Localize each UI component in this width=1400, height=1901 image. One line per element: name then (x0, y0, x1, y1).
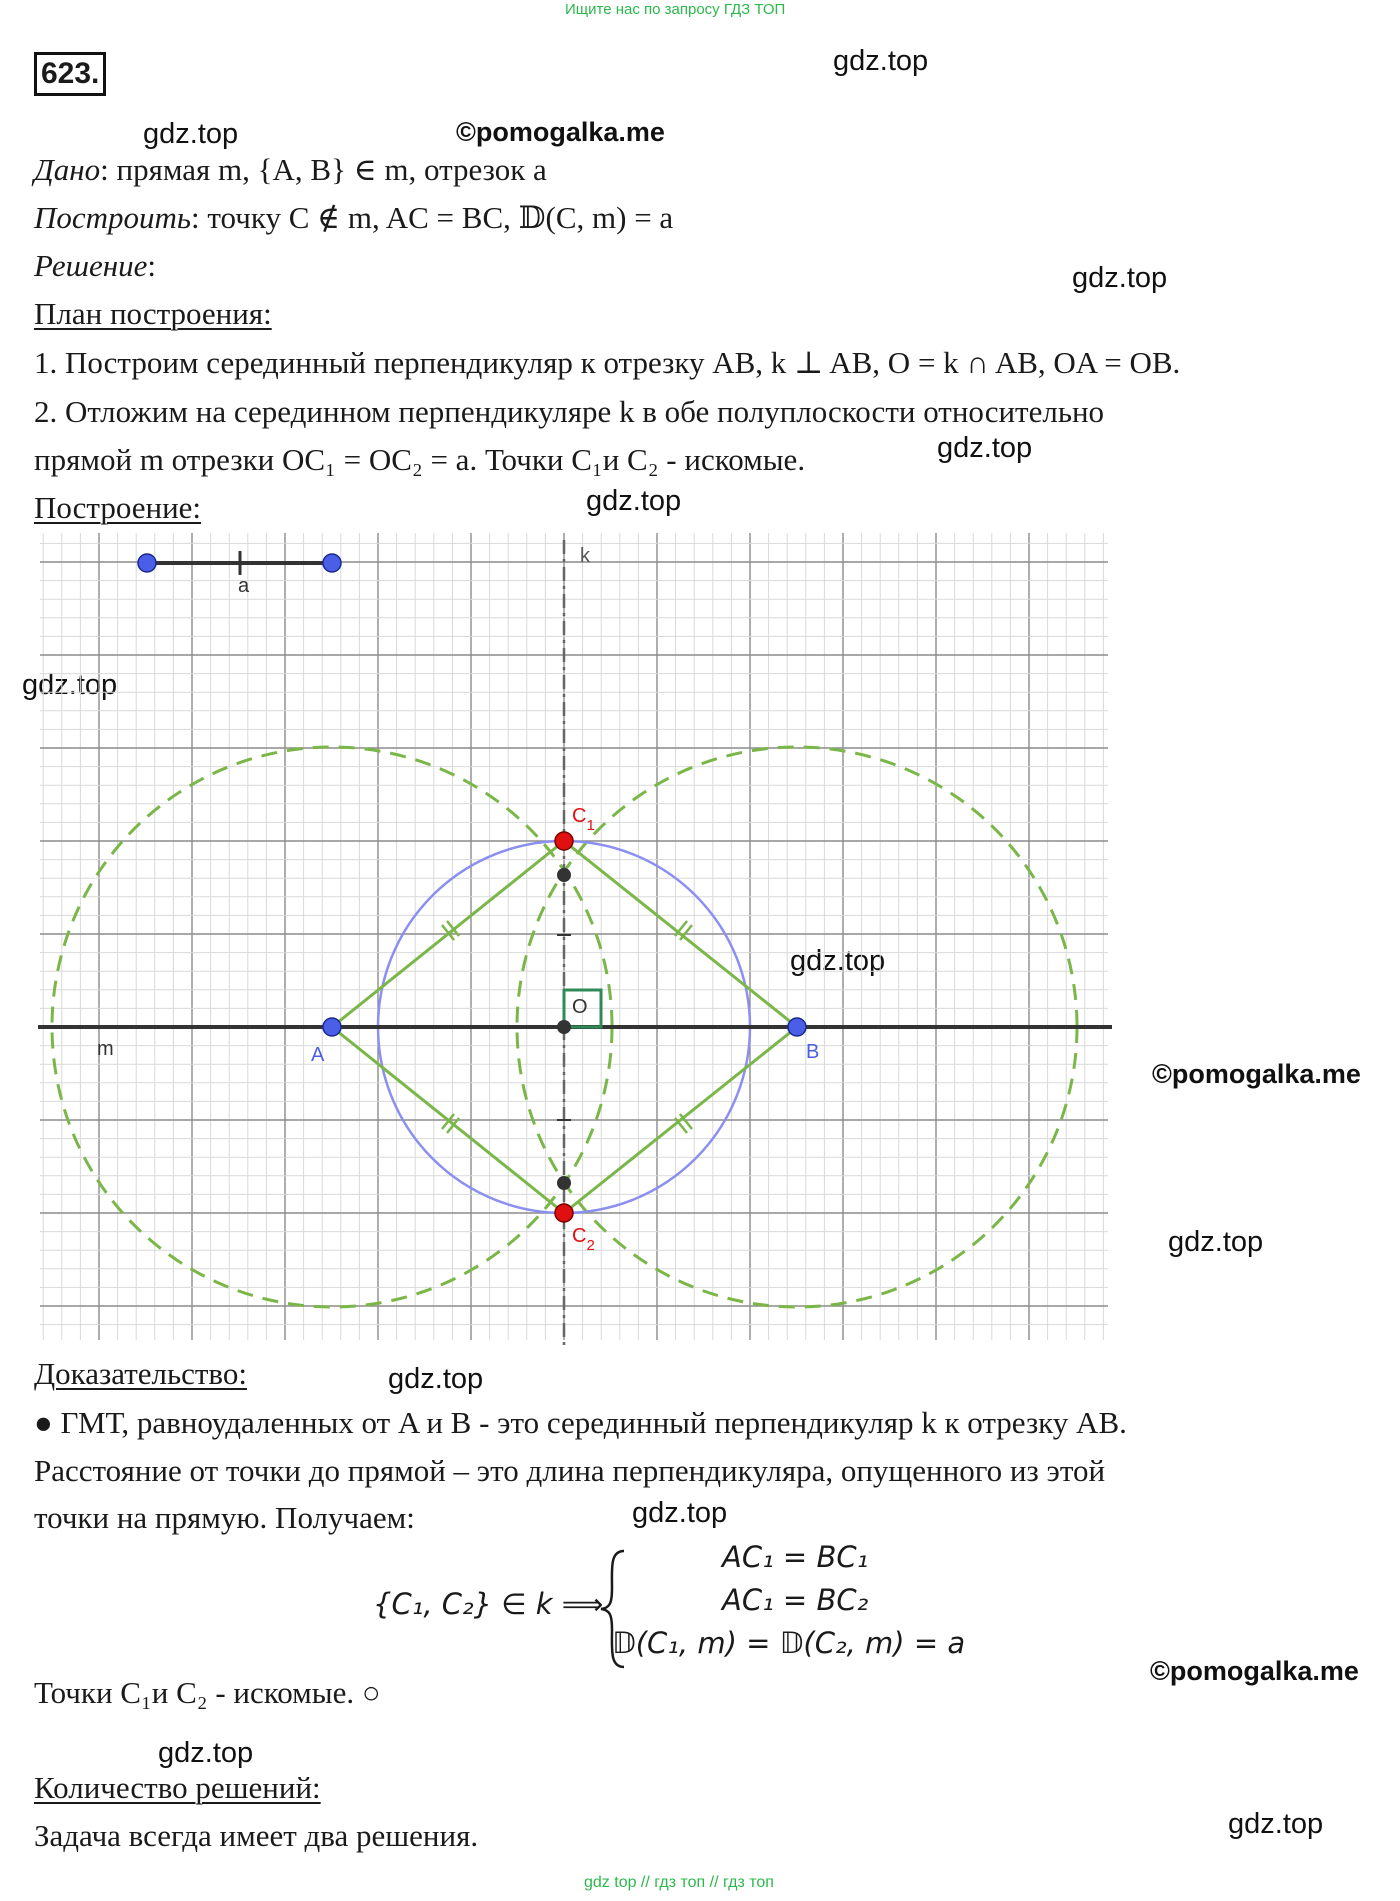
label-point-b: B (806, 1041, 820, 1063)
point-o (557, 1020, 571, 1034)
watermark-gdz: gdz.top (1072, 262, 1168, 294)
system-eq-3: 𝔻(C₁, m) = 𝔻(C₂, m) = a (612, 1626, 966, 1660)
system-eq-2: AC₁ = BC₂ (722, 1583, 869, 1617)
label-point-c1 (572, 805, 595, 834)
watermark-gdz: gdz.top (790, 945, 886, 977)
system-lhs: {C₁, C₂} ∈ k ⟹ (373, 1587, 604, 1621)
plan-step-2-line-2: прямой m отрезки OC₁ = OC₂ = a. Точки C₁и C₂ - искомые. (34, 442, 806, 477)
watermark-pomogalka: ©pomogalka.me (1150, 1656, 1359, 1686)
plan-heading: План построения: (34, 296, 272, 331)
point-c1 (555, 832, 573, 850)
label-point-c2 (572, 1225, 595, 1254)
system-eq-1: AC₁ = BC₁ (722, 1540, 869, 1574)
label-c: C (572, 805, 587, 827)
label-point-o: O (572, 996, 588, 1018)
label-c: C (572, 1225, 587, 1247)
count-heading: Количество решений: (34, 1770, 321, 1805)
proof-conclusion: Точки C₁и C₂ - искомые. ○ (34, 1675, 381, 1710)
plan-step-2-line-1: 2. Отложим на серединном перпендикуляре k в обе полуплоскости относительно (34, 394, 1105, 429)
segment-a-start-point (138, 554, 156, 572)
problem-number: 623. (34, 52, 106, 96)
given-text: прямая m, {A, B} ∈ m, отрезок a (116, 152, 547, 187)
proof-line-2: Расстояние от точки до прямой – это длина перпендикуляра, опущенного из этой (34, 1453, 1106, 1488)
proof-heading: Доказательство: (34, 1356, 247, 1391)
watermark-gdz: gdz.top (833, 45, 929, 77)
watermark-gdz: gdz.top (937, 432, 1033, 464)
label-k: k (580, 545, 590, 567)
point-c2 (555, 1204, 573, 1222)
intersection-point-upper (557, 868, 571, 882)
given-sep: : (100, 152, 109, 187)
watermark-gdz: gdz.top (632, 1497, 728, 1529)
point-b (788, 1018, 806, 1036)
watermark-gdz: gdz.top (586, 485, 682, 517)
solution-sep: : (147, 248, 156, 283)
watermark-gdz: gdz.top (22, 669, 118, 701)
watermark-gdz: gdz.top (1228, 1808, 1324, 1840)
watermark-gdz: gdz.top (158, 1737, 254, 1769)
footer: gdz top // гдз топ // гдз топ (584, 1874, 774, 1891)
proof-line-3: точки на прямую. Получаем: (34, 1500, 415, 1535)
label-a: a (238, 575, 250, 597)
label-point-a: A (311, 1044, 325, 1066)
construction-heading: Построение: (34, 490, 202, 525)
watermark-pomogalka: ©pomogalka.me (456, 117, 665, 147)
intersection-point-lower (557, 1176, 571, 1190)
grid (40, 533, 1108, 1340)
construct-text: точку C ∉ m, AC = BC, 𝔻(C, m) = a (207, 200, 674, 235)
watermark-gdz: gdz.top (143, 118, 239, 150)
construct-label: Построить (34, 200, 192, 235)
segment-a-end-point (323, 554, 341, 572)
given-label: Дано (34, 152, 101, 187)
plan-step-1: 1. Построим серединный перпендикуляр к отрезку AB, k ⊥ AB, O = k ∩ AB, OA = OB. (34, 345, 1181, 380)
watermark-pomogalka: ©pomogalka.me (1152, 1059, 1361, 1089)
top-banner: Ищите нас по запросу ГДЗ ТОП (565, 1, 786, 18)
point-a (323, 1018, 341, 1036)
count-text: Задача всегда имеет два решения. (34, 1818, 479, 1853)
label-sub-2: 2 (586, 1237, 595, 1254)
solution-label: Решение (34, 248, 148, 283)
proof-line-1: ● ГМТ, равноудаленных от A и B - это серединный перпендикуляр k к отрезку AB. (34, 1405, 1127, 1440)
label-m: m (97, 1038, 114, 1060)
label-sub-1: 1 (586, 817, 595, 834)
watermark-gdz: gdz.top (1168, 1226, 1264, 1258)
construct-sep: : (191, 200, 200, 235)
watermark-gdz: gdz.top (388, 1363, 484, 1395)
